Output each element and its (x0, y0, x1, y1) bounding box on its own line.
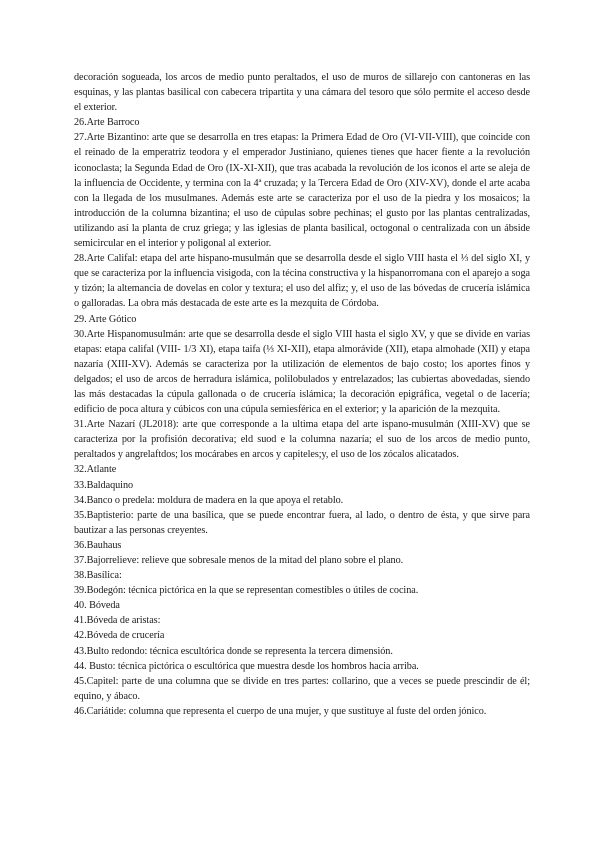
entry-37-bajorrelieve: 37.Bajorrelieve: relieve que sobresale menos de la mitad del plano sobre el plano. (74, 555, 404, 566)
entry-32-atlante: 32.Atlante (74, 464, 117, 476)
entry-42-boveda-cruceria: 42.Bóveda de crucería (74, 630, 165, 642)
entry-45-capitel: 45.Capitel: parte de una columna que se divide en tres partes: collarino, que a veces se puede prescindir de él; equino, y ábaco. (74, 675, 530, 702)
document-page (74, 70, 530, 719)
entry-33-baldaquino: 33.Baldaquino (74, 479, 134, 491)
entry-26-arte-barroco: 26.Arte Barroco (74, 117, 140, 129)
entry-44-busto: 44. Busto: técnica pictórica o escultórica que muestra desde los hombros hacia arriba. (74, 660, 419, 672)
entry-35-baptisterio: 35.Baptisterio: parte de una basílica, que se puede encontrar fuera, al lado, o dentro de ésta, y que sirve para bautizar a las personas creyentes. (74, 509, 530, 536)
paragraph-intro-continuation: decoración sogueada, los arcos de medio punto peraltados, el uso de muros de sillarejo con cantoneras en las esquinas, y las plantas basilical con cabecera tripartita y una cámara del tesoro que sólo permite el acceso desde el exterior. (74, 72, 530, 114)
entry-29-arte-gotico: 29. Arte Gótico (74, 313, 137, 325)
entry-39-bodegon: 39.Bodegón: técnica pictórica en la que se representan comestibles o útiles de cocina. (74, 585, 419, 597)
entry-34-banco-predela: 34.Banco o predela: moldura de madera en la que apoya el retablo. (74, 494, 344, 506)
entry-28-arte-califal: 28.Arte Califal: etapa del arte hispano-musulmán que se desarrolla desde el siglo VIII hasta el ⅓ del siglo XI, y que se caracteriza por la influencia visigoda, con la técina constructiva y la hispanorromana con el aparejo a soga y tizón; la altemancia de dovelas en color y textura; el uso del alfiz; y, el uso de las bóvedas de crucería islámica o galloradas. La obra más destacada de este arte es la mezquita de Córdoba. (74, 253, 530, 310)
entry-31-arte-nazari: 31.Arte Nazarí (JL2018): arte que corresponde a la ultima etapa del arte ispano-musulmán (XIII-XV) que se caracteriza por la profisión decorativa; eld suod e la columna nazaría; el suo de los arcos de medio punto, peraltados y angrelaftdos; los mocárabes en arcos y capiteles;y, el uso de los zócalos alicatados. (74, 419, 530, 461)
entry-30-arte-hispanomusulman: 30.Arte Hispanomusulmán: arte que se desarrolla desde el siglo VIII hasta el siglo XV, y que se divide en varias etapas: etapa califal (VIII- 1/3 XI), etapa taifa (⅓ XI-XII), etapa almorávide (XII), etapa almohade (XII) y etapa nazaría (XIII-XV). Además se caracteriza por la utilización de elementos de bajo costo; los aportes finos y delgados; el uso de arcos de herradura islámica, polilobulados y entrelazados; las cubiertas abovedadas, siendo las más destacadas la cúpula gallonada o de crucería islámica; la decoración epigráfica, vegetal o de lacería; edificio de poca altura y cúbicos con una cúpula semiesférica en el exterior; y la aparición de la mezquita. (74, 328, 530, 416)
entry-27-arte-bizantino: 27.Arte Bizantino: arte que se desarrolla en tres etapas: la Primera Edad de Oro (VI-VII-VIII), que coincide con el reinado de la emperatriz teodora y el emperador Justiniano, quienes tienes que hacer fiente a la revolución iconoclasta; la Segunda Edad de Oro (IX-XI-XII), que tras acabada la revolución de los iconos el arte se aleja de la influencia de Occidente, y termina con la 4ª cruzada; y la Tercera Edad de Oro (XIV-XV), donde el arte acaba con la llegada de los musulmanes. Además este arte se caracteriza por el uso de la piedra y los mosaicos; la introducción de la columna bizantina; el uso de cúpulas sobre pechinas; el gusto por las plantas centralizadas, utilizando así la planta de cruz griega; y las iglesias de planta basilical, octogonal o centralizada con un ábside semicircular en el interior y poligonal al exterior. (74, 132, 530, 250)
entry-40-boveda: 40. Bóveda (74, 600, 120, 612)
entry-41-boveda-aristas: 41.Bóveda de aristas: (74, 615, 161, 627)
entry-38-basilica: 38.Basílica: (74, 570, 122, 582)
entry-46-cariatide: 46.Cariátide: columna que representa el cuerpo de una mujer, y que sustituye al fuste del orden jónico. (74, 705, 487, 717)
entry-36-bauhaus: 36.Bauhaus (74, 539, 122, 551)
entry-43-bulto-redondo: 43.Bulto redondo: técnica escultórica donde se representa la tercera dimensión. (74, 645, 393, 657)
